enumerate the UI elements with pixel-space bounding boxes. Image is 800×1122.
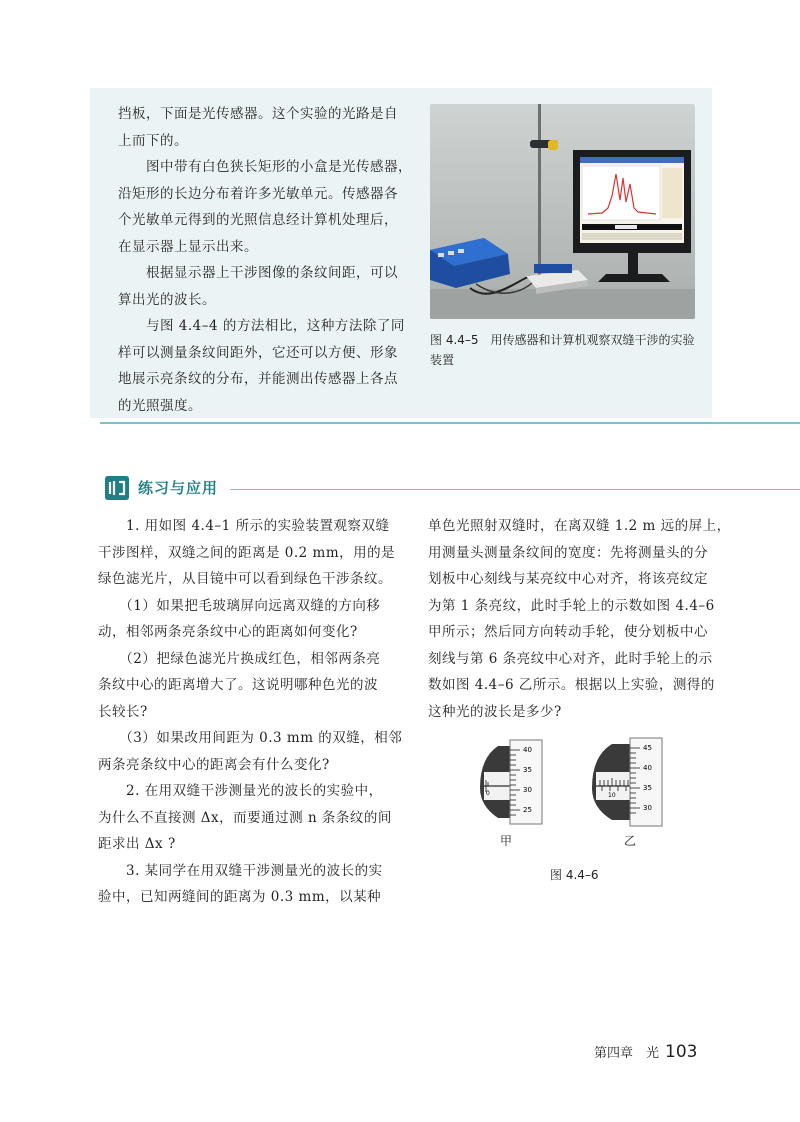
exercise-line: 用测量头测量条纹间的宽度：先将测量头的分	[428, 544, 708, 561]
intro-line: 个光敏单元得到的光照信息经计算机处理后，	[118, 212, 398, 228]
exercise-line: 刻线与第 6 条亮纹中心对齐，此时手轮上的示	[428, 650, 713, 667]
intro-line: 与图 4.4–4 的方法相比，这种方法除了同	[118, 318, 405, 334]
left-column-text	[98, 513, 402, 911]
micrometer-a-thimble-label: 30	[523, 786, 532, 794]
apparatus-photo	[430, 104, 695, 319]
intro-line: 在显示器上显示出来。	[118, 238, 258, 255]
exercise-line: 两条亮条纹中心的距离会有什么变化?	[98, 756, 330, 773]
section-rule	[230, 489, 800, 490]
exercise-line: （3）如果改用间距为 0.3 mm 的双缝，相邻	[98, 730, 403, 746]
micrometer-b-main-label: 10	[608, 792, 616, 799]
intro-text	[118, 101, 412, 419]
section-title: 练习与应用	[138, 479, 219, 497]
exercise-line: （2）把绿色滤光片换成红色，相邻两条亮	[98, 650, 381, 667]
exercise-line: 数如图 4.4–6 乙所示。根据以上实验，测得的	[428, 677, 715, 693]
exercise-line: 长较长?	[98, 703, 148, 720]
exercise-line: 距求出 Δx ?	[98, 836, 176, 852]
figure-4-4-6	[470, 728, 690, 878]
micrometer-a-thimble-label: 35	[523, 766, 532, 774]
micrometer-a-main-label: 0	[486, 790, 490, 797]
exercise-line: 这种光的波长是多少?	[428, 703, 562, 720]
caption-line: 装置	[430, 353, 455, 367]
exercise-line: （1）如果把毛玻璃屏向远离双缝的方向移	[98, 597, 381, 614]
micrometer-b-thimble-label: 35	[643, 784, 652, 792]
exercise-line: 动，相邻两条亮条纹中心的距离如何变化?	[98, 624, 358, 640]
micrometer-b	[592, 738, 662, 826]
chapter-title: 第四章 光	[594, 1046, 660, 1061]
exercise-line: 1. 用如图 4.4–1 所示的实验装置观察双缝	[98, 518, 390, 534]
figure-4-4-5-caption	[430, 330, 710, 370]
micrometer-a-thimble-label: 40	[523, 746, 532, 754]
exercise-line: 为第 1 条亮纹，此时手轮上的示数如图 4.4–6	[428, 597, 715, 614]
right-column-text	[428, 513, 731, 725]
exercise-line: 3. 某同学在用双缝干涉测量光的波长的实	[98, 862, 383, 879]
exercise-line: 条纹中心的距离增大了。这说明哪种色光的波	[98, 677, 378, 693]
micrometer-b-thimble-label: 45	[643, 744, 652, 752]
page-footer	[594, 1042, 697, 1062]
intro-line: 上而下的。	[118, 132, 188, 149]
exercise-line: 单色光照射双缝时，在离双缝 1.2 m 远的屏上，	[428, 518, 731, 534]
exercise-line: 划板中心刻线与某亮纹中心对齐，将该亮纹定	[428, 571, 708, 587]
intro-line: 挡板，下面是光传感器。这个实验的光路是自	[118, 106, 398, 122]
micrometer-a	[480, 740, 542, 824]
micrometer-b-thimble-label: 40	[643, 764, 652, 772]
exercise-line: 2. 在用双缝干涉测量光的波长的实验中，	[98, 783, 383, 799]
figure-label-a: 甲	[500, 834, 513, 848]
intro-line: 算出光的波长。	[118, 291, 216, 308]
micrometer-b-thimble-label: 30	[643, 804, 652, 812]
intro-line: 沿矩形的长边分布着许多光敏单元。传感器各	[118, 185, 398, 202]
exercise-icon	[102, 473, 132, 503]
exercise-line: 为什么不直接测 Δx，而要通过测 n 条条纹的间	[98, 809, 392, 826]
micrometer-a-thimble-label: 25	[523, 806, 532, 814]
figure-label-b: 乙	[624, 834, 637, 848]
exercise-line: 绿色滤光片，从目镜中可以看到绿色干涉条纹。	[98, 571, 392, 587]
intro-line: 根据显示器上干涉图像的条纹间距，可以	[118, 265, 398, 281]
exercise-line: 甲所示；然后同方向转动手轮，使分划板中心	[428, 624, 708, 640]
intro-line: 地展示亮条纹的分布，并能测出传感器上各点	[118, 371, 398, 387]
exercise-line: 干涉图样，双缝之间的距离是 0.2 mm，用的是	[98, 544, 396, 561]
figure-4-4-6-caption: 图 4.4–6	[550, 868, 599, 882]
caption-line: 图 4.4–5 用传感器和计算机观察双缝干涉的实验	[430, 333, 695, 347]
intro-line: 样可以测量条纹间距外，它还可以方便、形象	[118, 344, 398, 361]
intro-line: 的光照强度。	[118, 397, 202, 414]
exercise-line: 验中，已知两缝间的距离为 0.3 mm，以某种	[98, 889, 382, 905]
box-bottom-rule	[100, 422, 800, 424]
intro-line: 图中带有白色狭长矩形的小盒是光传感器，	[118, 159, 412, 175]
page-number: 103	[665, 1042, 698, 1062]
